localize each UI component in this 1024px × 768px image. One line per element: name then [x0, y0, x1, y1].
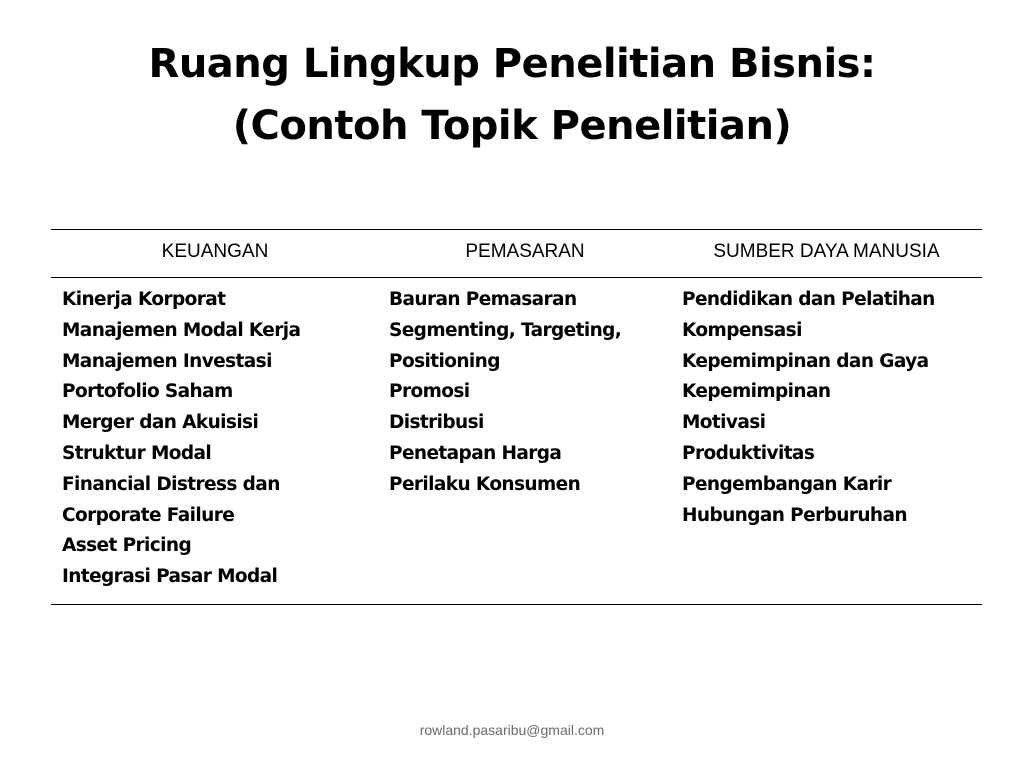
- list-item: Manajemen Investasi: [62, 350, 272, 372]
- list-item: Bauran Pemasaran: [389, 289, 577, 310]
- list-item: Asset Pricing: [62, 535, 192, 557]
- list-item: Hubungan Perburuhan: [682, 504, 907, 526]
- list-item: Corporate Failure: [62, 504, 235, 526]
- list-item: Promosi: [389, 381, 470, 403]
- list-item: Kepemimpinan dan Gaya: [682, 350, 929, 372]
- research-topics-table: [51, 229, 982, 605]
- list-item: Merger dan Akuisisi: [62, 412, 259, 434]
- list-item: Perilaku Konsumen: [389, 473, 581, 495]
- table-header-row: [51, 230, 982, 278]
- header-pemasaran: PEMASARAN: [465, 241, 585, 262]
- list-item: Penetapan Harga: [389, 442, 562, 464]
- slide-title-line-2: (Contoh Topik Penelitian): [232, 103, 792, 149]
- header-sdm: SUMBER DAYA MANUSIA: [713, 241, 940, 262]
- list-item: Positioning: [389, 350, 500, 372]
- header-keuangan: KEUANGAN: [161, 241, 269, 262]
- list-item: Distribusi: [389, 412, 484, 434]
- list-item: Pengembangan Karir: [682, 473, 892, 495]
- list-item: Motivasi: [682, 412, 766, 434]
- slide-title-line-1: Ruang Lingkup Penelitian Bisnis:: [148, 41, 876, 87]
- footer-email: rowland.pasaribu@gmail.com: [419, 722, 605, 738]
- slide-title: [0, 33, 1024, 157]
- list-item: Pendidikan dan Pelatihan: [682, 289, 935, 310]
- column-sdm: [682, 285, 977, 531]
- list-item: Produktivitas: [682, 442, 815, 464]
- list-item: Portofolio Saham: [62, 381, 233, 403]
- list-item: Segmenting, Targeting,: [389, 319, 622, 341]
- list-item: Struktur Modal: [62, 442, 212, 464]
- list-item: Integrasi Pasar Modal: [62, 566, 278, 588]
- list-item: Kompensasi: [682, 319, 802, 341]
- column-keuangan: [62, 285, 372, 593]
- list-item: Kinerja Korporat: [62, 289, 226, 310]
- column-pemasaran: [389, 285, 674, 501]
- list-item: Financial Distress dan: [62, 473, 280, 495]
- list-item: Manajemen Modal Kerja: [62, 319, 301, 341]
- list-item: Kepemimpinan: [682, 381, 831, 403]
